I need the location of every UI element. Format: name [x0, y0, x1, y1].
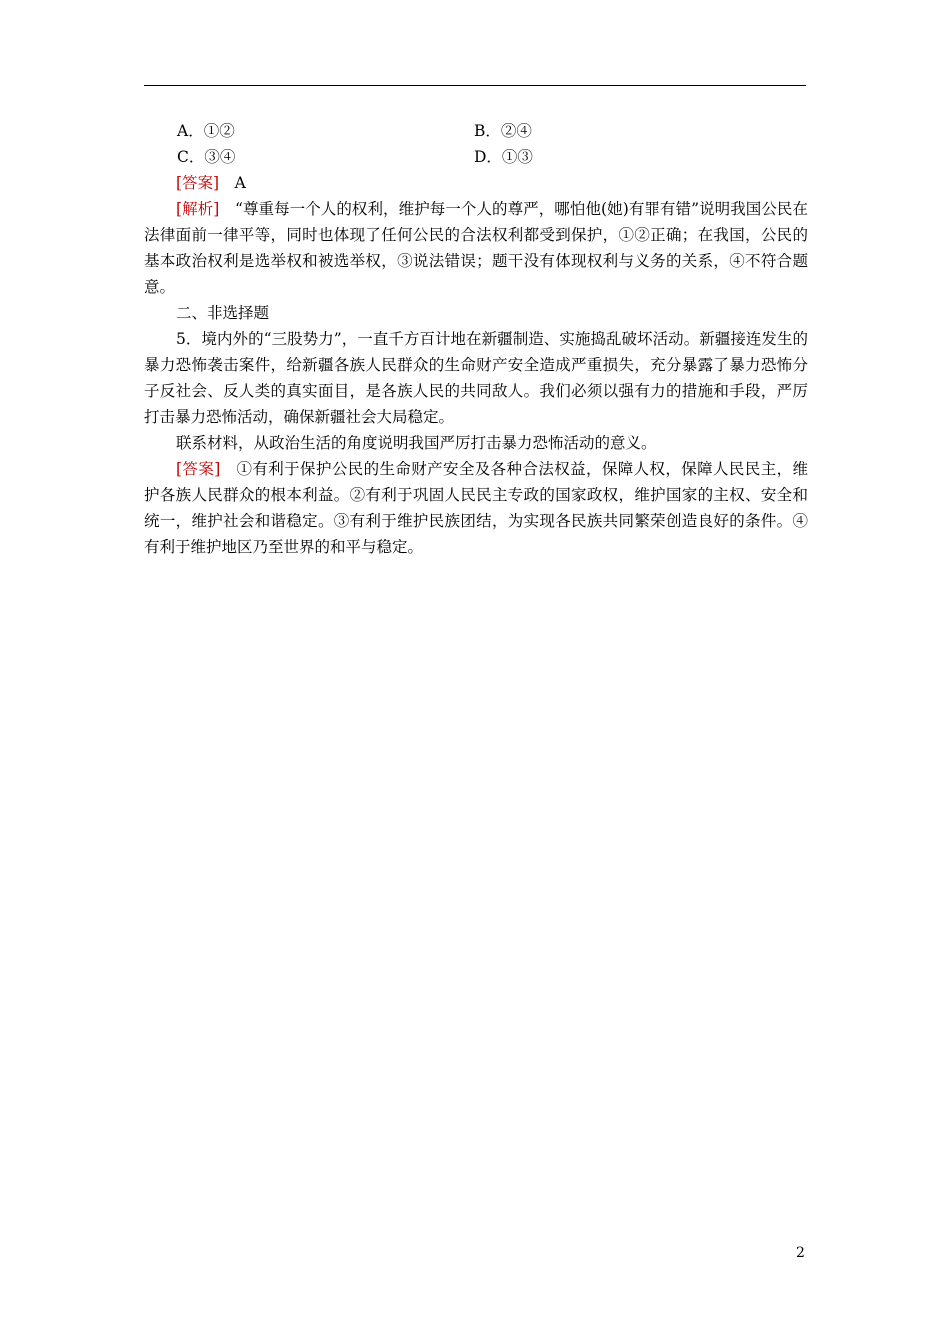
page-content — [144, 118, 808, 560]
option-a: A．①② — [177, 122, 235, 140]
answer-5-tag: [答案] — [176, 460, 221, 478]
options-row-2 — [144, 144, 808, 170]
answer-text: A — [219, 174, 246, 192]
option-c: C．③④ — [177, 148, 236, 166]
option-d: D．①③ — [474, 148, 533, 166]
header-rule — [144, 85, 806, 86]
option-b: B．②④ — [474, 122, 532, 140]
answer-5-paragraph — [144, 456, 808, 560]
section-title: 二、非选择题 — [176, 304, 270, 322]
analysis-text: “尊重每一个人的权利，维护每一个人的尊严，哪怕他(她)有罪有错”说明我国公民在法律面前一律平等，同时也体现了任何公民的合法权利都受到保护，①②正确；在我国，公民的基本政治权利是选举权和被选举权，③说法错误；题干没有体现权利与义务的关系，④不符合题意。 — [144, 200, 808, 296]
options-row-1 — [144, 118, 808, 144]
question-5-material: 5．境内外的“三股势力”，一直千方百计地在新疆制造、实施捣乱破坏活动。新疆接连发生的暴力恐怖袭击案件，给新疆各族人民群众的生命财产安全造成严重损失，充分暴露了暴力恐怖分子反社会、反人类的真实面目，是各族人民的共同敌人。我们必须以强有力的措施和手段，严厉打击暴力恐怖活动，确保新疆社会大局稳定。 — [144, 330, 808, 426]
analysis-paragraph — [144, 196, 808, 300]
answer-paragraph — [144, 170, 808, 196]
analysis-tag: [解析] — [176, 200, 220, 218]
page-number: 2 — [796, 1245, 805, 1261]
question-5-prompt: 联系材料，从政治生活的角度说明我国严厉打击暴力恐怖活动的意义。 — [176, 434, 657, 452]
answer-tag: [答案] — [176, 174, 220, 192]
answer-5-text: ①有利于保护公民的生命财产安全及各种合法权益，保障人权，保障人民民主，维护各族人民群众的根本利益。②有利于巩固人民民主专政的国家政权，维护国家的主权、安全和统一，维护社会和谐稳定。③有利于维护民族团结，为实现各民族共同繁荣创造良好的条件。④有利于维护地区乃至世界的和平与稳定。 — [144, 460, 808, 556]
